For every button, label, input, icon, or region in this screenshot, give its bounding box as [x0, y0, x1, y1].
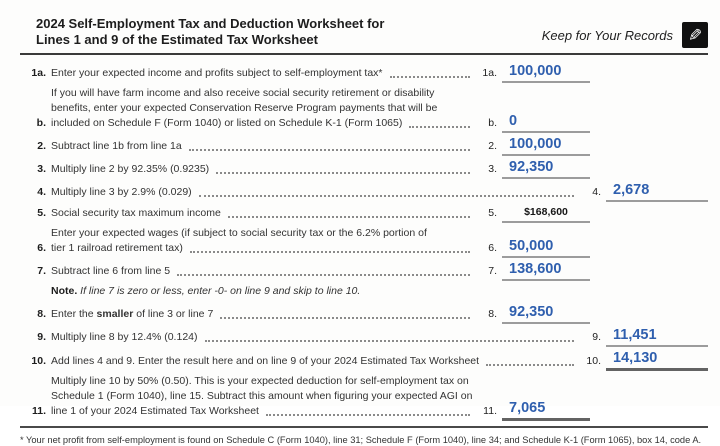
- row-text: Multiply line 2 by 92.35% (0.9235): [51, 163, 210, 175]
- line-ref: 2.: [488, 140, 497, 152]
- line-number: 9.: [37, 331, 46, 343]
- page-title-line1: 2024 Self-Employment Tax and Deduction Worksheet for: [36, 16, 385, 31]
- dotted-leader: [216, 162, 470, 174]
- worksheet-row-6: [20, 226, 708, 258]
- amount-field-10[interactable]: 14,130: [606, 350, 708, 371]
- row-text: Subtract line 6 from line 5: [51, 265, 171, 277]
- dotted-leader: [190, 241, 470, 253]
- line-number: 3.: [37, 163, 46, 175]
- row-description: [51, 206, 476, 223]
- row-description: [51, 307, 476, 324]
- amount-field-9[interactable]: 11,451: [606, 327, 708, 347]
- line-number: 5.: [37, 207, 46, 219]
- note-text: [51, 284, 708, 301]
- row-description: [51, 264, 476, 281]
- row-text: benefits, enter your expected Conservation Reserve Program payments that will be: [51, 102, 438, 114]
- note-row: [20, 284, 708, 301]
- row-text: Enter your expected income and profits subject to self-employment tax*: [51, 67, 383, 79]
- line-ref: 5.: [488, 207, 497, 219]
- worksheet-row-4: [20, 182, 708, 202]
- line-number: b.: [36, 117, 46, 129]
- row-text: Subtract line 1b from line 1a: [51, 140, 182, 152]
- row-text: Schedule 1 (Form 1040), line 15. Subtract this amount when figuring your expected AGI on: [51, 390, 473, 402]
- row-text: included on Schedule F (Form 1040) or listed on Schedule K-1 (Form 1065): [51, 117, 403, 129]
- line-ref: 4.: [592, 186, 601, 198]
- worksheet-row-1b: [20, 86, 708, 133]
- line-ref: 8.: [488, 308, 497, 320]
- line-number: 11.: [31, 405, 46, 417]
- row-text: Multiply line 8 by 12.4% (0.124): [51, 331, 198, 343]
- header-divider: [20, 53, 708, 55]
- worksheet-row-2: [20, 136, 708, 156]
- line-number-empty: [20, 299, 46, 301]
- row-description: [51, 86, 476, 133]
- row-text: Social security tax maximum income: [51, 207, 221, 219]
- row-text: Enter your expected wages (if subject to social security tax or the 6.2% portion of: [51, 227, 427, 239]
- line-ref: 6.: [488, 242, 497, 254]
- line-number: 6.: [37, 242, 46, 254]
- amount-field-3[interactable]: 92,350: [502, 159, 590, 179]
- row-text: line 1 of your 2024 Estimated Tax Worksheet: [51, 405, 259, 417]
- header-right: [542, 22, 708, 48]
- amount-field-2[interactable]: 100,000: [502, 136, 590, 156]
- row-text: Enter the smaller of line 3 or line 7: [51, 308, 214, 320]
- amount-field-11[interactable]: 7,065: [502, 400, 590, 421]
- pencil-icon: ✎: [682, 22, 708, 48]
- row-description: [51, 66, 476, 83]
- row-description: [51, 162, 476, 179]
- row-description: [51, 139, 476, 156]
- row-description: [51, 226, 476, 258]
- amount-field-1b[interactable]: 0: [502, 113, 590, 133]
- footer-divider: [20, 426, 708, 428]
- keep-for-records-label: Keep for Your Records: [541, 27, 673, 43]
- line-number: 2.: [37, 140, 46, 152]
- dotted-leader: [486, 354, 574, 366]
- dotted-leader: [390, 66, 471, 78]
- line-ref: 9.: [592, 331, 601, 343]
- worksheet-row-8: [20, 304, 708, 324]
- amount-field-7[interactable]: 138,600: [502, 261, 590, 281]
- worksheet-header: [20, 16, 708, 53]
- line-number: 1a.: [31, 67, 46, 79]
- page-title: [36, 16, 384, 48]
- line-number: 10.: [31, 355, 46, 367]
- row-description: [51, 354, 580, 371]
- dotted-leader: [409, 116, 470, 128]
- amount-field-6[interactable]: 50,000: [502, 238, 590, 258]
- worksheet-row-7: [20, 261, 708, 281]
- row-text: tier 1 railroad retirement tax): [51, 242, 183, 254]
- row-description: [51, 330, 580, 347]
- dotted-leader: [199, 185, 574, 197]
- line-ref: 10.: [586, 355, 601, 367]
- worksheet-row-3: [20, 159, 708, 179]
- printed-amount-5: $168,600: [502, 205, 590, 223]
- dotted-leader: [177, 264, 470, 276]
- worksheet-row-10: [20, 350, 708, 371]
- line-ref: b.: [488, 117, 497, 129]
- line-ref: 11.: [483, 405, 497, 417]
- row-description: [51, 185, 580, 202]
- line-number: 8.: [37, 308, 46, 320]
- line-ref: 3.: [488, 163, 497, 175]
- row-text: If you will have farm income and also receive social security retirement or disability: [51, 87, 435, 99]
- row-description: [51, 374, 476, 421]
- dotted-leader: [205, 330, 575, 342]
- worksheet-row-11: [20, 374, 708, 421]
- line-number: 4.: [37, 186, 46, 198]
- row-text: Multiply line 10 by 50% (0.50). This is your expected deduction for self-employment tax on: [51, 375, 469, 387]
- row-text: Multiply line 3 by 2.9% (0.029): [51, 186, 192, 198]
- line-ref: 7.: [488, 265, 497, 277]
- footnote: * Your net profit from self-employment is found on Schedule C (Form 1040), line 31; Schedule F (Form 1040), line 34; and Schedule K-1 (Form 1065), box 14, code A.: [20, 435, 702, 445]
- note-label: Note.: [51, 285, 78, 297]
- dotted-leader: [220, 307, 470, 319]
- dotted-leader: [189, 139, 470, 151]
- worksheet-row-5: [20, 205, 708, 223]
- amount-field-8[interactable]: 92,350: [502, 304, 590, 324]
- amount-field-4[interactable]: 2,678: [606, 182, 708, 202]
- row-text: Add lines 4 and 9. Enter the result here and on line 9 of your 2024 Estimated Tax Worksheet: [51, 355, 480, 367]
- page-title-line2: Lines 1 and 9 of the Estimated Tax Worksheet: [36, 32, 318, 47]
- line-number: 7.: [37, 265, 46, 277]
- line-ref: 1a.: [482, 67, 497, 79]
- worksheet-row-1a: [20, 63, 708, 83]
- note-body: If line 7 is zero or less, enter -0- on line 9 and skip to line 10.: [77, 285, 361, 297]
- amount-field-1a[interactable]: 100,000: [502, 63, 590, 83]
- dotted-leader: [228, 206, 470, 218]
- worksheet-row-9: [20, 327, 708, 347]
